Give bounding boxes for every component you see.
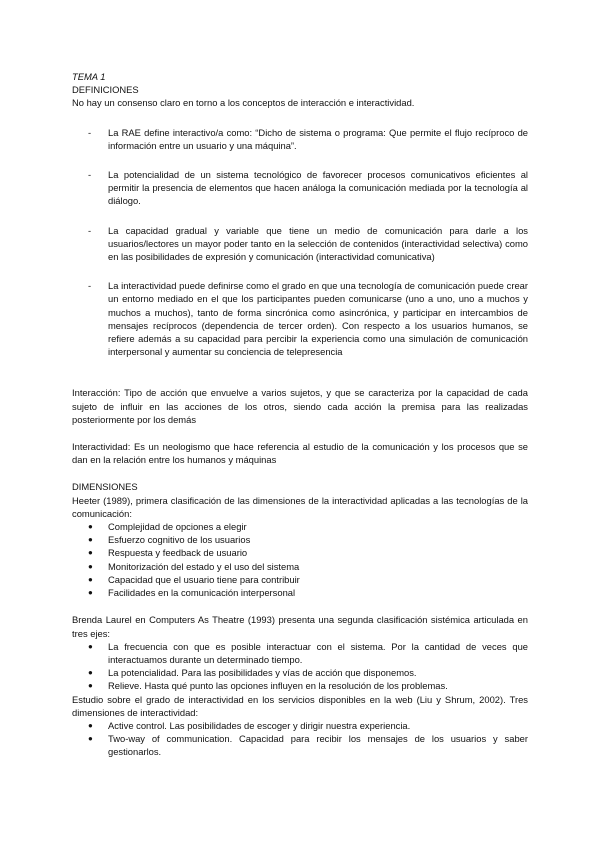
list-item: ● Complejidad de opciones a elegir	[72, 520, 528, 533]
laurel-list	[72, 640, 528, 693]
intro-paragraph: No hay un consenso claro en torno a los conceptos de interacción e interactividad.	[72, 97, 415, 109]
list-item: ● Monitorización del estado y el uso del sistema	[72, 560, 528, 573]
list-item: ● Respuesta y feedback de usuario	[72, 546, 528, 559]
list-item: ● La frecuencia con que es posible interactuar con el sistema. Por la cantidad de veces que interactuamos durante un determinado tiempo.	[72, 640, 528, 666]
list-item: ● Active control. Las posibilidades de escoger y dirigir nuestra experiencia.	[72, 719, 528, 732]
interactividad-definition: Interactividad: Es un neologismo que hace referencia al estudio de la comunicación y los procesos que se dan en la relación entre los humanos y máquinas	[72, 441, 528, 466]
liu-list	[72, 719, 528, 759]
liu-intro: Estudio sobre el grado de interactividad en los servicios disponibles en la web (Liu y Shrum, 2002). Tres dimensiones de interactividad:	[72, 693, 528, 718]
document-title: TEMA 1	[72, 71, 106, 82]
section-heading-dimensiones: DIMENSIONES	[72, 481, 138, 493]
heeter-intro: Heeter (1989), primera clasificación de las dimensiones de la interactividad aplicadas a las tecnologías de la comunicación:	[72, 494, 528, 519]
list-item: ● Esfuerzo cognitivo de los usuarios	[72, 533, 528, 546]
list-item: ● Two-way of communication. Capacidad para recibir los mensajes de los usuarios y saber gestionarlos.	[72, 732, 528, 758]
interaccion-definition: Interacción: Tipo de acción que envuelve a varios sujetos, y que se caracteriza por la capacidad de cada sujeto de influir en las acciones de los otros, siendo cada acción la premisa para las realizadas posteriormente por los demás	[72, 387, 528, 425]
definition-item: - La potencialidad de un sistema tecnológico de favorecer procesos comunicativos eficientes al permitir la presencia de elementos que hacen análoga la comunicación mediada por la tecnología al diálogo.	[72, 168, 528, 208]
document-page	[72, 70, 528, 759]
heeter-list	[72, 520, 528, 599]
laurel-intro: Brenda Laurel en Computers As Theatre (1993) presenta una segunda clasificación sistémica articulada en tres ejes:	[72, 614, 528, 639]
list-item: ● Capacidad que el usuario tiene para contribuir	[72, 573, 528, 586]
list-item: ● Facilidades en la comunicación interpersonal	[72, 586, 528, 599]
definition-item: - La interactividad puede definirse como el grado en que una tecnología de comunicación puede crear un entorno mediado en el que los participantes pueden comunicarse (uno a uno, uno a muchos y muchos a muchos), tanto de forma sincrónica como asincrónica, y participar en intercambios de mensajes recíprocos (dependencia de tercer orden). Con respecto a los usuarios humanos, se refiere además a su capacidad para percibir la experiencia como una simulación de comunicación interpersonal y aumentar su conciencia de telepresencia	[72, 279, 528, 358]
list-item: ● Relieve. Hasta qué punto las opciones influyen en la resolución de los problemas.	[72, 679, 528, 692]
definition-item: - La RAE define interactivo/a como: “Dicho de sistema o programa: Que permite el flujo recíproco de información entre un usuario y una máquina”.	[72, 126, 528, 152]
section-heading-definiciones: DEFINICIONES	[72, 84, 139, 96]
definition-item: - La capacidad gradual y variable que tiene un medio de comunicación para darle a los usuarios/lectores un mayor poder tanto en la selección de contenidos (interactividad selectiva) como en las posibilidades de expresión y comunicación (interactividad comunicativa)	[72, 224, 528, 264]
definitions-list	[72, 126, 528, 359]
list-item: ● La potencialidad. Para las posibilidades y vías de acción que disponemos.	[72, 666, 528, 679]
